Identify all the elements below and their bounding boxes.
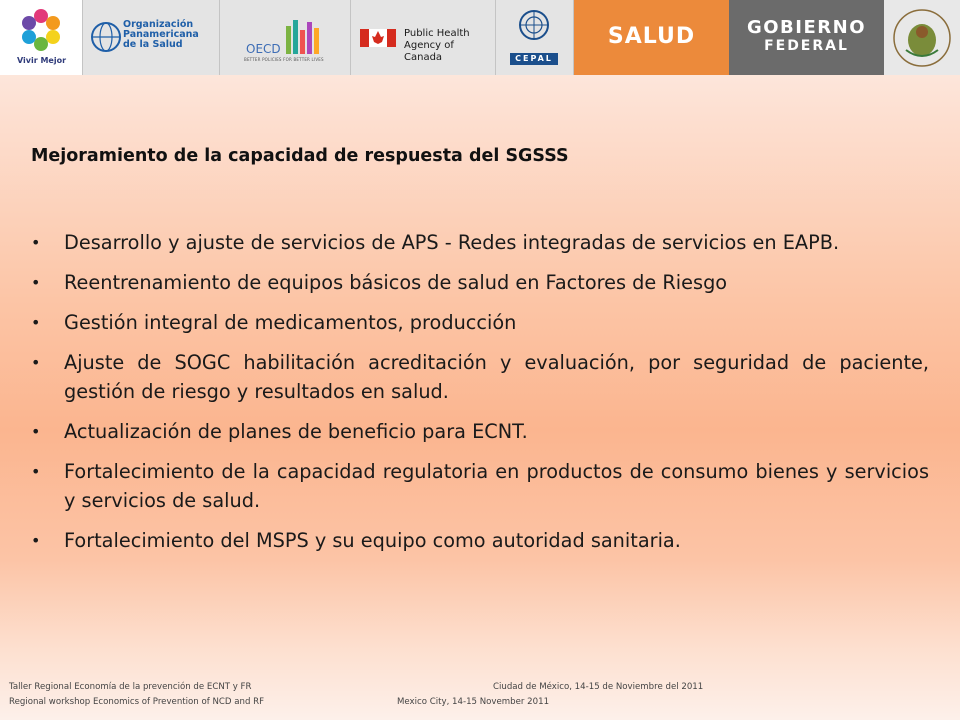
footer-line-1: [9, 682, 704, 692]
bullet-item: [31, 308, 929, 337]
bullet-text: Reentrenamiento de equipos básicos de salud en Factores de Riesgo: [64, 271, 728, 294]
bullet-icon: •: [31, 353, 41, 372]
oecd-name: OECD: [246, 42, 281, 56]
un-emblem-icon: [496, 0, 574, 50]
bullet-item: [31, 457, 929, 515]
bullet-text: Ajuste de SOGC habilitación acreditación y evaluación, por seguridad de paciente, gestión de riesgo y resultados en salud.: [64, 351, 929, 403]
ops-logo: [83, 0, 220, 75]
footer-event-en: Regional workshop Economics of Prevention of NCD and RF: [9, 697, 265, 707]
footer-line-2: [9, 697, 550, 707]
ops-line-2: Panamericana: [123, 29, 199, 40]
mexico-seal-icon: [884, 0, 960, 75]
salud-logo: [574, 0, 729, 75]
footer-date-es: Ciudad de México, 14-15 de Noviembre del 2011: [493, 682, 704, 692]
cepal-logo: [496, 0, 574, 75]
phac-logo: [351, 0, 496, 75]
bullet-item: [31, 228, 929, 257]
mexico-seal-logo: [884, 0, 960, 75]
slide-title: Mejoramiento de la capacidad de respuesta del SGSSS: [31, 146, 569, 166]
phac-name: [404, 28, 495, 64]
salud-label: SALUD: [607, 24, 696, 49]
globe-icon: [86, 0, 126, 75]
oecd-logo: [220, 0, 351, 75]
bullet-item: [31, 268, 929, 297]
bullet-icon: •: [31, 462, 41, 481]
bullet-item: [31, 417, 929, 446]
vivir-mejor-logo: [0, 0, 83, 75]
footer-event-es: Taller Regional Economía de la prevención de ECNT y FR: [9, 682, 252, 692]
ops-line-1: Organización: [123, 19, 194, 30]
bullet-item: [31, 348, 929, 406]
bullet-text: Actualización de planes de beneficio para ECNT.: [64, 420, 528, 443]
bullet-text: Fortalecimiento del MSPS y su equipo como autoridad sanitaria.: [64, 529, 681, 552]
phac-line-2: Agency of Canada: [404, 40, 454, 63]
ops-name: [123, 20, 199, 50]
canada-flag-icon: [360, 0, 400, 75]
cepal-name: CEPAL: [510, 53, 558, 65]
bullet-text: Gestión integral de medicamentos, producción: [64, 311, 517, 334]
oecd-tagline: BETTER POLICIES FOR BETTER LIVES: [244, 57, 324, 62]
bullet-icon: •: [31, 273, 41, 292]
phac-line-1: Public Health: [404, 28, 470, 39]
bullet-text: Fortalecimiento de la capacidad regulatoria en productos de consumo bienes y servicios y servicios de salud.: [64, 460, 929, 512]
bullet-text: Desarrollo y ajuste de servicios de APS - Redes integradas de servicios en EAPB.: [64, 231, 840, 254]
ops-line-3: de la Salud: [123, 39, 183, 50]
bullet-icon: •: [31, 531, 41, 550]
vivir-mejor-label: Vivir Mejor: [16, 56, 67, 65]
bullet-icon: •: [31, 422, 41, 441]
oecd-bars-icon: [220, 0, 351, 75]
bullet-item: [31, 526, 929, 555]
bullet-list: [31, 228, 929, 566]
gobierno-federal-logo: [729, 0, 884, 75]
footer-date-en: Mexico City, 14-15 November 2011: [397, 697, 550, 707]
bullet-icon: •: [31, 313, 41, 332]
federal-label: FEDERAL: [764, 38, 849, 54]
logo-header: [0, 0, 960, 75]
gobierno-label: GOBIERNO: [746, 17, 866, 38]
bullet-icon: •: [31, 233, 41, 252]
